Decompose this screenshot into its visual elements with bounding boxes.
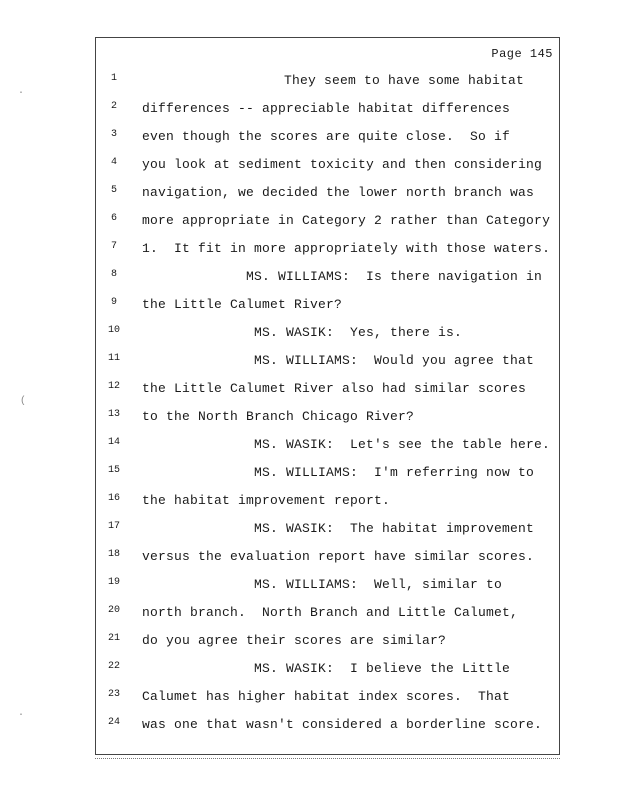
transcript-line: was one that wasn't considered a borderline score. xyxy=(142,717,543,732)
line-number: 11 xyxy=(107,353,120,364)
transcript-line: navigation, we decided the lower north branch was xyxy=(142,185,535,200)
line-number: 17 xyxy=(107,521,120,532)
line-number: 23 xyxy=(107,689,120,700)
transcript-line: differences -- appreciable habitat differences xyxy=(142,101,511,116)
line-number: 9 xyxy=(110,297,117,308)
scan-artifact-mark: · xyxy=(18,710,25,721)
line-number: 20 xyxy=(107,605,120,616)
transcript-line: to the North Branch Chicago River? xyxy=(142,409,415,424)
page-bottom-rule xyxy=(95,755,560,759)
line-number: 4 xyxy=(110,157,117,168)
line-number: 7 xyxy=(110,241,117,252)
line-number: 14 xyxy=(107,437,120,448)
line-number: 6 xyxy=(110,213,117,224)
line-number: 3 xyxy=(110,129,117,140)
transcript-line: versus the evaluation report have similar scores. xyxy=(142,549,535,564)
line-number: 21 xyxy=(107,633,120,644)
scan-artifact-mark: · xyxy=(18,88,25,99)
line-number: 8 xyxy=(110,269,117,280)
transcript-line: even though the scores are quite close. So if xyxy=(142,129,511,144)
line-number: 18 xyxy=(107,549,120,560)
transcript-line: They seem to have some habitat xyxy=(284,73,525,88)
transcript-line: MS. WILLIAMS: I'm referring now to xyxy=(254,465,535,480)
transcript-line: more appropriate in Category 2 rather than Category xyxy=(142,213,551,228)
line-number: 16 xyxy=(107,493,120,504)
transcript-line: the Little Calumet River also had similar scores xyxy=(142,381,527,396)
transcript-line: MS. WASIK: The habitat improvement xyxy=(254,521,535,536)
line-number: 15 xyxy=(107,465,120,476)
line-number: 10 xyxy=(107,325,120,336)
transcript-line: MS. WILLIAMS: Is there navigation in xyxy=(246,269,543,284)
transcript-line: 1. It fit in more appropriately with those waters. xyxy=(142,241,551,256)
transcript-line: you look at sediment toxicity and then considering xyxy=(142,157,543,172)
transcript-line: the Little Calumet River? xyxy=(142,297,343,312)
transcript-line: MS. WASIK: Yes, there is. xyxy=(254,325,463,340)
line-number: 12 xyxy=(107,381,120,392)
line-number: 19 xyxy=(107,577,120,588)
line-number: 22 xyxy=(107,661,120,672)
line-number: 5 xyxy=(110,185,117,196)
page-number: Page 145 xyxy=(491,47,553,61)
line-number: 1 xyxy=(110,73,117,84)
transcript-line: MS. WILLIAMS: Would you agree that xyxy=(254,353,535,368)
transcript-line: Calumet has higher habitat index scores. That xyxy=(142,689,511,704)
transcript-line: MS. WILLIAMS: Well, similar to xyxy=(254,577,503,592)
transcript-line: MS. WASIK: Let's see the table here. xyxy=(254,437,551,452)
transcript-line: north branch. North Branch and Little Calumet, xyxy=(142,605,519,620)
transcript-page xyxy=(95,37,560,755)
transcript-line: MS. WASIK: I believe the Little xyxy=(254,661,511,676)
transcript-line: do you agree their scores are similar? xyxy=(142,633,447,648)
line-number: 13 xyxy=(107,409,120,420)
transcript-line: the habitat improvement report. xyxy=(142,493,391,508)
line-number: 2 xyxy=(110,101,117,112)
scan-artifact-mark: ( xyxy=(20,396,27,407)
line-number: 24 xyxy=(107,717,120,728)
